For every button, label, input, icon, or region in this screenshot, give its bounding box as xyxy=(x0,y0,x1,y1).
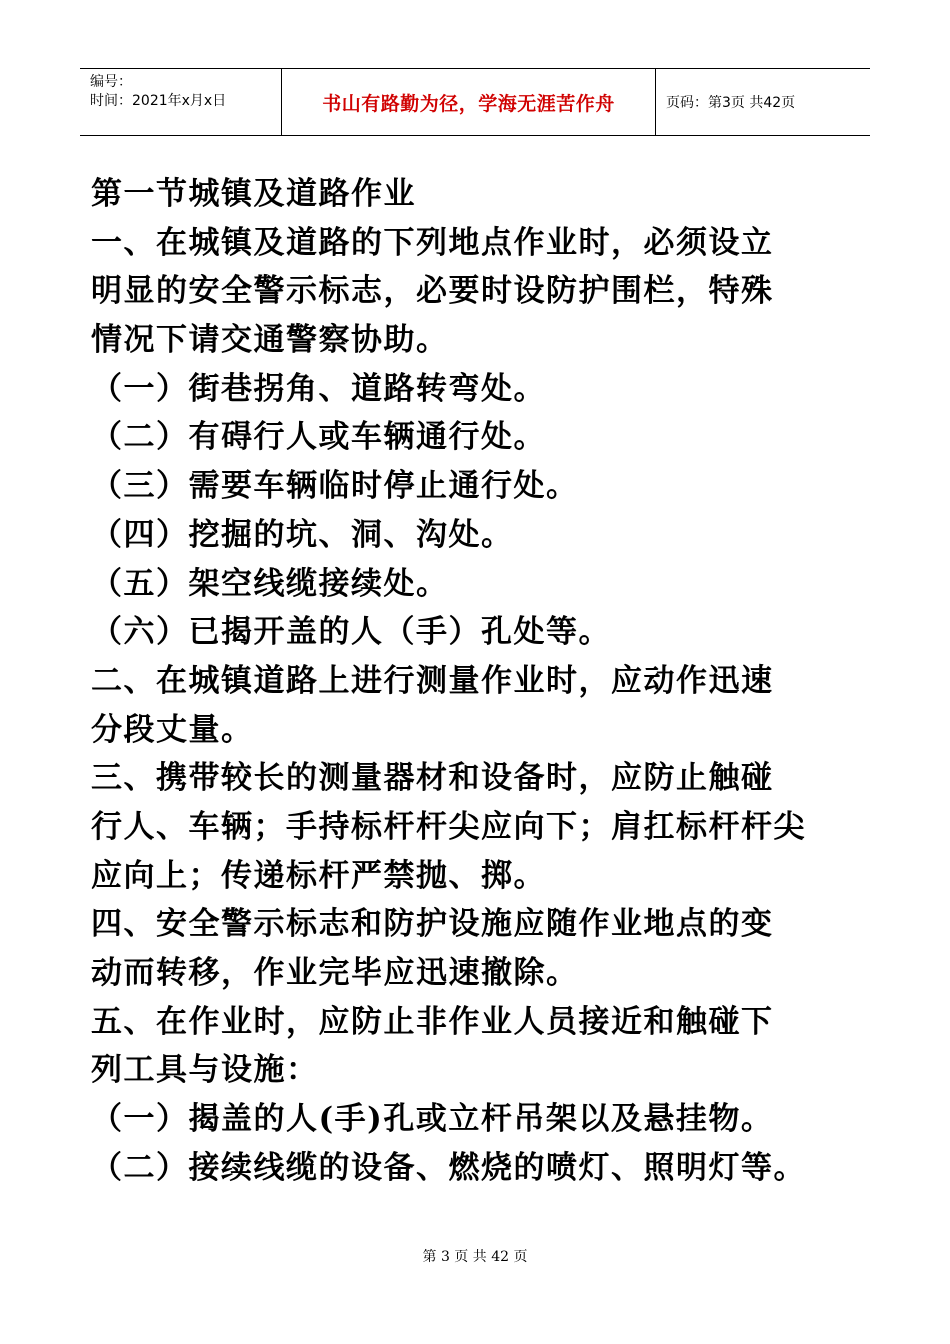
body-line: 列工具与设施： xyxy=(91,1052,319,1089)
section-title: 第一节城镇及道路作业 xyxy=(91,176,416,212)
list-item: （二）有碍行人或车辆通行处。 xyxy=(91,419,546,456)
body-line: 三、携带较长的测量器材和设备时，应防止触碰 xyxy=(91,760,774,797)
list-item: （二）接续线缆的设备、燃烧的喷灯、照明灯等。 xyxy=(91,1149,806,1186)
page-footer xyxy=(0,1246,950,1266)
header-page-cell xyxy=(656,69,870,135)
document-date-label: 时间：2021年x月x日 xyxy=(90,93,227,109)
body-line: 二、在城镇道路上进行测量作业时，应动作迅速 xyxy=(91,662,774,699)
list-item: （一）揭盖的人(手)孔或立杆吊架以及悬挂物。 xyxy=(91,1101,774,1138)
header-page-info: 页码：第3页 共42页 xyxy=(666,95,796,111)
document-body xyxy=(91,170,871,1192)
document-number-label: 编号： xyxy=(90,74,132,90)
body-line: 分段丈量。 xyxy=(91,711,254,748)
page-header xyxy=(80,68,870,136)
body-line: 明显的安全警示标志，必要时设防护围栏，特殊 xyxy=(91,273,774,310)
body-line: 五、在作业时，应防止非作业人员接近和触碰下 xyxy=(91,1003,774,1040)
header-motto: 书山有路勤为径，学海无涯苦作舟 xyxy=(322,92,615,115)
body-line: 一、在城镇及道路的下列地点作业时，必须设立 xyxy=(91,224,774,261)
list-item: （一）街巷拐角、道路转弯处。 xyxy=(91,370,546,407)
body-line: 动而转移，作业完毕应迅速撤除。 xyxy=(91,955,579,991)
body-line: 四、安全警示标志和防护设施应随作业地点的变 xyxy=(91,906,774,943)
body-line: 行人、车辆；手持标杆杆尖应向下；肩扛标杆杆尖 xyxy=(91,808,806,845)
footer-page-number: 第 3 页 共 42 页 xyxy=(422,1249,528,1265)
list-item: （六）已揭开盖的人（手）孔处等。 xyxy=(91,614,611,651)
body-line: 应向上；传递标杆严禁抛、掷。 xyxy=(91,857,546,894)
list-item: （五）架空线缆接续处。 xyxy=(91,565,449,602)
header-motto-cell xyxy=(282,69,656,135)
header-meta-cell xyxy=(80,69,282,135)
body-line: 情况下请交通警察协助。 xyxy=(91,322,449,359)
list-item: （三）需要车辆临时停止通行处。 xyxy=(91,468,579,505)
list-item: （四）挖掘的坑、洞、沟处。 xyxy=(91,516,514,553)
